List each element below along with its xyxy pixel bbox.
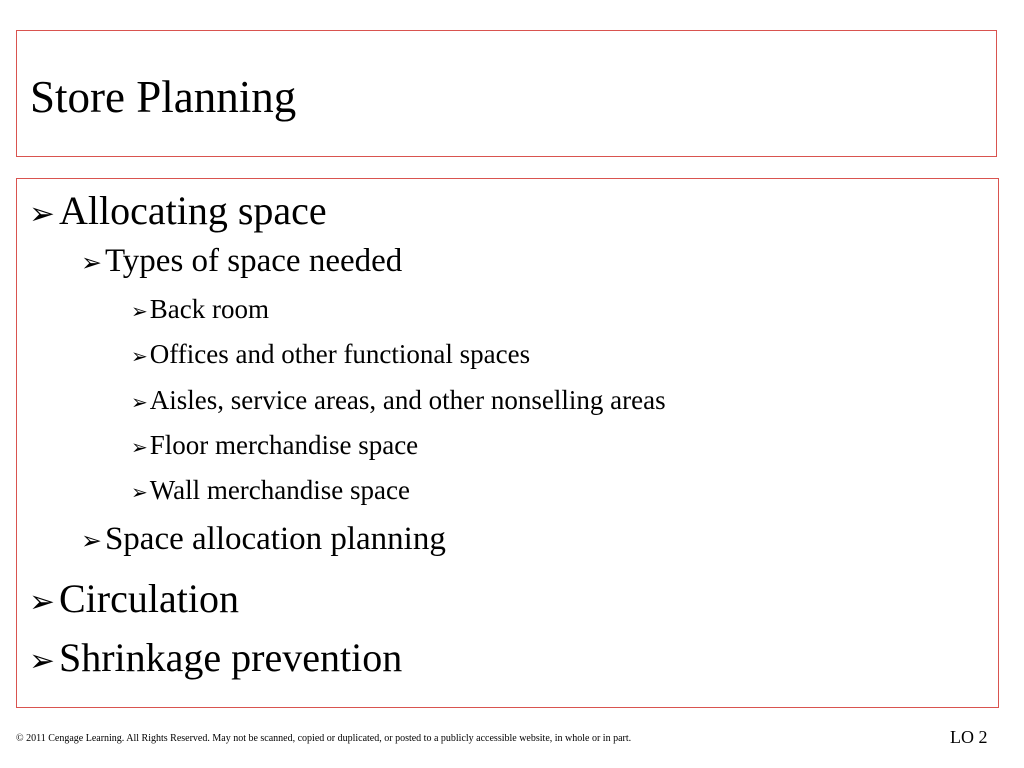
arrow-bullet-icon: ➢ (29, 643, 55, 679)
bullet-text: Shrinkage prevention (58, 635, 403, 680)
bullet-text: Space allocation planning (104, 521, 446, 557)
arrow-bullet-icon: ➢ (131, 299, 148, 323)
arrow-bullet-icon: ➢ (131, 435, 148, 459)
bullet-level1 (29, 187, 327, 234)
learning-objective-label: LO 2 (950, 727, 988, 747)
bullet-text: Wall merchandise space (149, 475, 410, 505)
arrow-bullet-icon: ➢ (131, 344, 148, 368)
bullet-text: Types of space needed (104, 243, 403, 279)
arrow-bullet-icon: ➢ (131, 480, 148, 504)
bullet-level3 (131, 385, 666, 416)
bullet-level3 (131, 475, 410, 506)
arrow-bullet-icon: ➢ (131, 390, 148, 414)
bullet-level2 (81, 521, 446, 558)
arrow-bullet-icon: ➢ (81, 526, 102, 555)
bullet-level1 (29, 634, 402, 681)
bullet-level2 (81, 243, 402, 280)
slide-title-box (16, 30, 997, 157)
arrow-bullet-icon: ➢ (29, 196, 55, 232)
bullet-text: Back room (149, 294, 269, 324)
arrow-bullet-icon: ➢ (81, 248, 102, 277)
bullet-level1 (29, 575, 239, 622)
bullet-text: Circulation (58, 576, 239, 621)
arrow-bullet-icon: ➢ (29, 584, 55, 620)
bullet-text: Floor merchandise space (149, 430, 419, 460)
bullet-level3 (131, 339, 530, 370)
copyright-footer: © 2011 Cengage Learning. All Rights Reserved. May not be scanned, copied or duplicated, or posted to a publicly accessible website, in whole or in part. (16, 733, 632, 744)
bullet-text: Allocating space (58, 188, 327, 233)
bullet-level3 (131, 294, 269, 325)
bullet-text: Aisles, service areas, and other nonselling areas (149, 385, 666, 415)
slide-title: Store Planning (30, 72, 297, 122)
slide-content-box (16, 178, 999, 708)
bullet-level3 (131, 430, 418, 461)
bullet-text: Offices and other functional spaces (149, 339, 531, 369)
